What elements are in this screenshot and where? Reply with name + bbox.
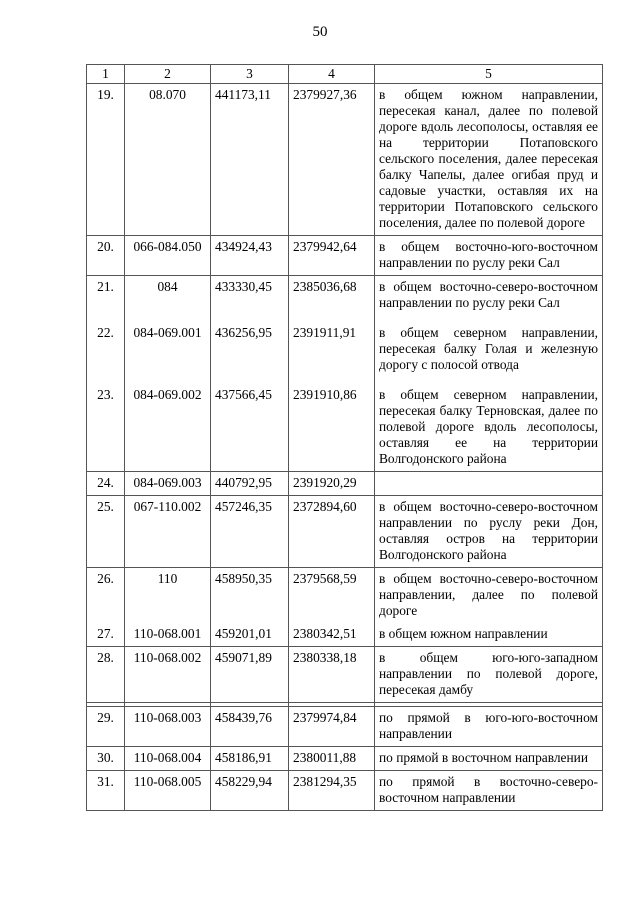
coord-x: 458229,94: [211, 771, 289, 811]
coord-x: 436256,95: [211, 315, 289, 377]
point-code: 084-069.002: [125, 377, 211, 472]
direction-description: в общем восточно-северо-восточном направлении по руслу реки Сал: [375, 276, 603, 316]
row-number: 25.: [87, 496, 125, 568]
coord-x: 459201,01: [211, 623, 289, 647]
table-row: [87, 236, 603, 276]
table-row: [87, 568, 603, 624]
direction-description: по прямой в восточном направлении: [375, 747, 603, 771]
table-row: [87, 496, 603, 568]
row-number: 24.: [87, 472, 125, 496]
coord-y: 2372894,60: [289, 496, 375, 568]
table-row: [87, 747, 603, 771]
header-col-1: 1: [87, 65, 125, 84]
direction-description: в общем северном направлении, пересекая балку Голая и железную дорогу с полосой отвода: [375, 315, 603, 377]
direction-description: [375, 472, 603, 496]
header-col-3: 3: [211, 65, 289, 84]
coord-y: 2380342,51: [289, 623, 375, 647]
table-header-row: [87, 65, 603, 84]
row-number: 27.: [87, 623, 125, 647]
coord-x: 458186,91: [211, 747, 289, 771]
coord-y: 2381294,35: [289, 771, 375, 811]
row-number: 22.: [87, 315, 125, 377]
table-row: [87, 472, 603, 496]
row-number: 20.: [87, 236, 125, 276]
point-code: 110: [125, 568, 211, 624]
table-row: [87, 377, 603, 472]
row-number: 19.: [87, 84, 125, 236]
direction-description: в общем восточно-юго-восточном направлении по руслу реки Сал: [375, 236, 603, 276]
point-code: 066-084.050: [125, 236, 211, 276]
direction-description: по прямой в юго-юго-восточном направлении: [375, 707, 603, 747]
direction-description: в общем северном направлении, пересекая балку Терновская, далее по полевой дороге вдоль лесополосы, оставляя ее на территории Волгодонского района: [375, 377, 603, 472]
table-row: [87, 771, 603, 811]
row-number: 23.: [87, 377, 125, 472]
row-number: 26.: [87, 568, 125, 624]
point-code: 08.070: [125, 84, 211, 236]
direction-description: в общем юго-юго-западном направлении по полевой дороге, пересекая дамбу: [375, 647, 603, 703]
coord-y: 2379927,36: [289, 84, 375, 236]
coord-y: 2391920,29: [289, 472, 375, 496]
point-code: 110-068.002: [125, 647, 211, 703]
point-code: 110-068.004: [125, 747, 211, 771]
coord-x: 459071,89: [211, 647, 289, 703]
point-code: 084-069.003: [125, 472, 211, 496]
row-number: 30.: [87, 747, 125, 771]
direction-description: в общем восточно-северо-восточном направлении, далее по полевой дороге: [375, 568, 603, 624]
point-code: 110-068.003: [125, 707, 211, 747]
row-number: 29.: [87, 707, 125, 747]
point-code: 110-068.001: [125, 623, 211, 647]
row-number: 21.: [87, 276, 125, 316]
header-col-2: 2: [125, 65, 211, 84]
table-row: [87, 623, 603, 647]
direction-description: в общем южном направлении: [375, 623, 603, 647]
table-row: [87, 315, 603, 377]
direction-description: в общем южном направлении, пересекая канал, далее по полевой дороге вдоль лесополосы, оставляя ее на территории Потаповского сельского поселения, далее пересекая балку Чапелы, далее огибая пруд и садовые участки, оставляя их на территории Потаповского сельского поселения, далее по полевой дороге: [375, 84, 603, 236]
point-code: 084: [125, 276, 211, 316]
point-code: 067-110.002: [125, 496, 211, 568]
coord-y: 2391910,86: [289, 377, 375, 472]
coord-y: 2391911,91: [289, 315, 375, 377]
coord-x: 437566,45: [211, 377, 289, 472]
coord-y: 2380011,88: [289, 747, 375, 771]
coord-x: 434924,43: [211, 236, 289, 276]
row-number: 31.: [87, 771, 125, 811]
row-number: 28.: [87, 647, 125, 703]
header-col-5: 5: [375, 65, 603, 84]
table-row: [87, 647, 603, 703]
coord-x: 433330,45: [211, 276, 289, 316]
header-col-4: 4: [289, 65, 375, 84]
point-code: 110-068.005: [125, 771, 211, 811]
coord-x: 441173,11: [211, 84, 289, 236]
coord-y: 2380338,18: [289, 647, 375, 703]
coord-x: 458950,35: [211, 568, 289, 624]
table-row: [87, 707, 603, 747]
coord-x: 457246,35: [211, 496, 289, 568]
coord-y: 2379942,64: [289, 236, 375, 276]
direction-description: по прямой в восточно-северо-восточном направлении: [375, 771, 603, 811]
direction-description: в общем восточно-северо-восточном направлении по руслу реки Дон, оставляя остров на территории Волгодонского района: [375, 496, 603, 568]
coord-y: 2379974,84: [289, 707, 375, 747]
boundary-table: [86, 64, 603, 811]
page-number: 50: [312, 24, 328, 40]
coord-y: 2379568,59: [289, 568, 375, 624]
coord-x: 458439,76: [211, 707, 289, 747]
point-code: 084-069.001: [125, 315, 211, 377]
table-row: [87, 276, 603, 316]
coord-y: 2385036,68: [289, 276, 375, 316]
coord-x: 440792,95: [211, 472, 289, 496]
table-row: [87, 84, 603, 236]
